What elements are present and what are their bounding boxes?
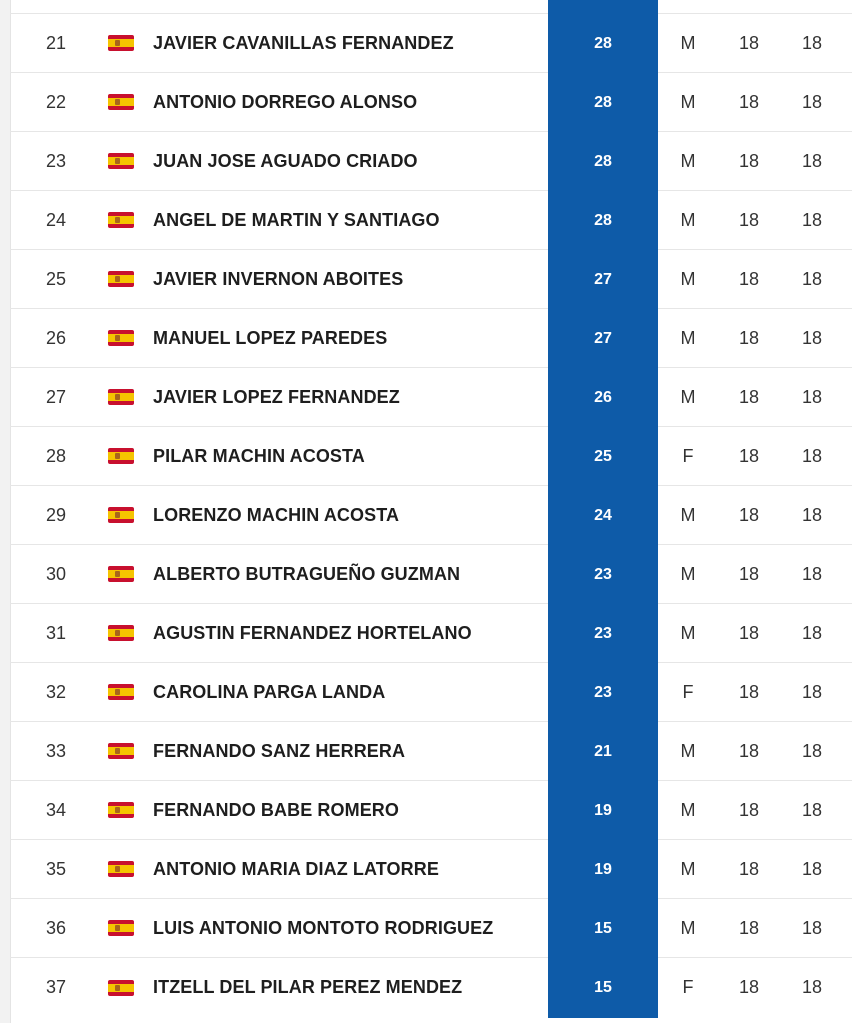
- flag-cell: [108, 309, 134, 367]
- spain-flag-icon: [108, 625, 134, 641]
- spain-flag-icon: [108, 212, 134, 228]
- player-name[interactable]: AGUSTIN FERNANDEZ HORTELANO: [153, 622, 472, 643]
- score: 19: [548, 781, 658, 840]
- results-table: [10, 0, 852, 1017]
- position: 29: [46, 504, 67, 525]
- table-row[interactable]: [10, 604, 852, 663]
- player-name[interactable]: ALBERTO BUTRAGUEÑO GUZMAN: [153, 563, 461, 584]
- gender: M: [680, 268, 696, 289]
- position: 21: [46, 32, 67, 53]
- position: 22: [46, 91, 67, 112]
- score: 28: [548, 191, 658, 250]
- gender: M: [680, 91, 696, 112]
- position: 27: [46, 386, 67, 407]
- stat-a: 18: [738, 150, 760, 171]
- spain-flag-icon: [108, 566, 134, 582]
- table-row[interactable]: [10, 14, 852, 73]
- gender: M: [680, 563, 696, 584]
- flag-cell: [108, 250, 134, 308]
- table-row[interactable]: [10, 427, 852, 486]
- stat-a: 18: [738, 91, 760, 112]
- position: 25: [46, 268, 67, 289]
- flag-cell: [108, 604, 134, 662]
- stat-b: 18: [801, 91, 823, 112]
- stat-b: 18: [801, 327, 823, 348]
- position: 34: [46, 799, 67, 820]
- table-row[interactable]: [10, 250, 852, 309]
- table-row[interactable]: [10, 958, 852, 1017]
- flag-cell: [108, 899, 134, 957]
- stat-a: 18: [738, 917, 760, 938]
- player-name[interactable]: JAVIER INVERNON ABOITES: [153, 268, 404, 289]
- flag-cell: [108, 368, 134, 426]
- spain-flag-icon: [108, 448, 134, 464]
- stat-b: 18: [801, 268, 823, 289]
- score: 27: [548, 250, 658, 309]
- score: 28: [548, 73, 658, 132]
- stat-b: 18: [801, 917, 823, 938]
- score: 23: [548, 604, 658, 663]
- flag-cell: [108, 486, 134, 544]
- gender: M: [680, 386, 696, 407]
- flag-cell: [108, 132, 134, 190]
- table-row[interactable]: [10, 368, 852, 427]
- stat-a: 18: [738, 209, 760, 230]
- position: 28: [46, 445, 67, 466]
- table-row[interactable]: [10, 663, 852, 722]
- position: 35: [46, 858, 67, 879]
- score: 27: [548, 309, 658, 368]
- gender: M: [680, 799, 696, 820]
- flag-cell: [108, 191, 134, 249]
- table-row[interactable]: [10, 486, 852, 545]
- gender: F: [682, 681, 694, 702]
- stat-a: 18: [738, 681, 760, 702]
- stat-b: 18: [801, 622, 823, 643]
- table-row[interactable]: [10, 132, 852, 191]
- score: 23: [548, 663, 658, 722]
- stat-b: 18: [801, 504, 823, 525]
- flag-cell: [108, 73, 134, 131]
- player-name[interactable]: ITZELL DEL PILAR PEREZ MENDEZ: [153, 977, 463, 997]
- spain-flag-icon: [108, 980, 134, 996]
- gender: M: [680, 740, 696, 761]
- table-row[interactable]: [10, 722, 852, 781]
- table-row[interactable]: [10, 899, 852, 958]
- player-name[interactable]: LORENZO MACHIN ACOSTA: [153, 504, 400, 525]
- score: 28: [548, 132, 658, 191]
- score: 26: [548, 368, 658, 427]
- score: 25: [548, 427, 658, 486]
- position: 31: [46, 622, 67, 643]
- stat-b: 18: [801, 209, 823, 230]
- player-name[interactable]: CAROLINA PARGA LANDA: [153, 681, 386, 702]
- score: 28: [548, 14, 658, 73]
- table-row[interactable]: [10, 840, 852, 899]
- player-name[interactable]: PILAR MACHIN ACOSTA: [153, 445, 365, 466]
- spain-flag-icon: [108, 861, 134, 877]
- table-row[interactable]: [10, 191, 852, 250]
- stat-a: 18: [738, 858, 760, 879]
- table-row[interactable]: [10, 73, 852, 132]
- player-name[interactable]: JUAN JOSE AGUADO CRIADO: [153, 150, 418, 171]
- position: 30: [46, 563, 67, 584]
- stat-a: 18: [738, 622, 760, 643]
- score: 19: [548, 840, 658, 899]
- score-column-cap: [548, 0, 658, 14]
- flag-cell: [108, 722, 134, 780]
- position: 32: [46, 681, 67, 702]
- stat-a: 18: [738, 799, 760, 820]
- player-name[interactable]: ANGEL DE MARTIN Y SANTIAGO: [153, 209, 440, 230]
- stat-b: 18: [801, 977, 823, 997]
- gender: M: [680, 150, 696, 171]
- table-row[interactable]: [10, 309, 852, 368]
- gender: F: [682, 977, 694, 997]
- table-row[interactable]: [10, 781, 852, 840]
- position: 36: [46, 917, 67, 938]
- stat-a: 18: [738, 268, 760, 289]
- spain-flag-icon: [108, 389, 134, 405]
- stat-b: 18: [801, 32, 823, 53]
- stat-a: 18: [738, 563, 760, 584]
- spain-flag-icon: [108, 684, 134, 700]
- spain-flag-icon: [108, 153, 134, 169]
- stat-a: 18: [738, 445, 760, 466]
- stat-b: 18: [801, 563, 823, 584]
- spain-flag-icon: [108, 507, 134, 523]
- stat-b: 18: [801, 150, 823, 171]
- stat-a: 18: [738, 32, 760, 53]
- spain-flag-icon: [108, 94, 134, 110]
- flag-cell: [108, 14, 134, 72]
- spain-flag-icon: [108, 330, 134, 346]
- flag-cell: [108, 663, 134, 721]
- player-name[interactable]: JAVIER CAVANILLAS FERNANDEZ: [153, 32, 454, 53]
- stat-a: 18: [738, 327, 760, 348]
- gender: M: [680, 327, 696, 348]
- stat-a: 18: [738, 740, 760, 761]
- flag-cell: [108, 840, 134, 898]
- spain-flag-icon: [108, 743, 134, 759]
- position: 26: [46, 327, 67, 348]
- gender: M: [680, 209, 696, 230]
- stat-b: 18: [801, 386, 823, 407]
- gender: F: [682, 445, 694, 466]
- spain-flag-icon: [108, 35, 134, 51]
- score: 23: [548, 545, 658, 604]
- flag-cell: [108, 781, 134, 839]
- player-name[interactable]: FERNANDO SANZ HERRERA: [153, 740, 406, 761]
- stat-b: 18: [801, 681, 823, 702]
- stat-a: 18: [738, 504, 760, 525]
- position: 37: [46, 977, 67, 997]
- player-name[interactable]: MANUEL LOPEZ PAREDES: [153, 327, 388, 348]
- player-name[interactable]: ANTONIO DORREGO ALONSO: [153, 91, 418, 112]
- score: 15: [548, 899, 658, 958]
- gender: M: [680, 622, 696, 643]
- player-name[interactable]: ANTONIO MARIA DIAZ LATORRE: [153, 858, 439, 879]
- player-name[interactable]: JAVIER LOPEZ FERNANDEZ: [153, 386, 400, 407]
- stat-a: 18: [738, 386, 760, 407]
- gender: M: [680, 917, 696, 938]
- player-name[interactable]: LUIS ANTONIO MONTOTO RODRIGUEZ: [153, 917, 494, 938]
- stat-b: 18: [801, 740, 823, 761]
- score: 24: [548, 486, 658, 545]
- spain-flag-icon: [108, 920, 134, 936]
- stat-b: 18: [801, 445, 823, 466]
- score: 15: [548, 958, 658, 1018]
- position: 33: [46, 740, 67, 761]
- stat-a: 18: [738, 977, 760, 997]
- player-name[interactable]: FERNANDO BABE ROMERO: [153, 799, 400, 820]
- gender: M: [680, 504, 696, 525]
- spain-flag-icon: [108, 802, 134, 818]
- gender: M: [680, 858, 696, 879]
- table-top-strip: [10, 0, 852, 14]
- table-row[interactable]: [10, 545, 852, 604]
- position: 24: [46, 209, 67, 230]
- flag-cell: [108, 958, 134, 1017]
- flag-cell: [108, 427, 134, 485]
- score: 21: [548, 722, 658, 781]
- position: 23: [46, 150, 67, 171]
- stat-b: 18: [801, 799, 823, 820]
- spain-flag-icon: [108, 271, 134, 287]
- flag-cell: [108, 545, 134, 603]
- stat-b: 18: [801, 858, 823, 879]
- gender: M: [680, 32, 696, 53]
